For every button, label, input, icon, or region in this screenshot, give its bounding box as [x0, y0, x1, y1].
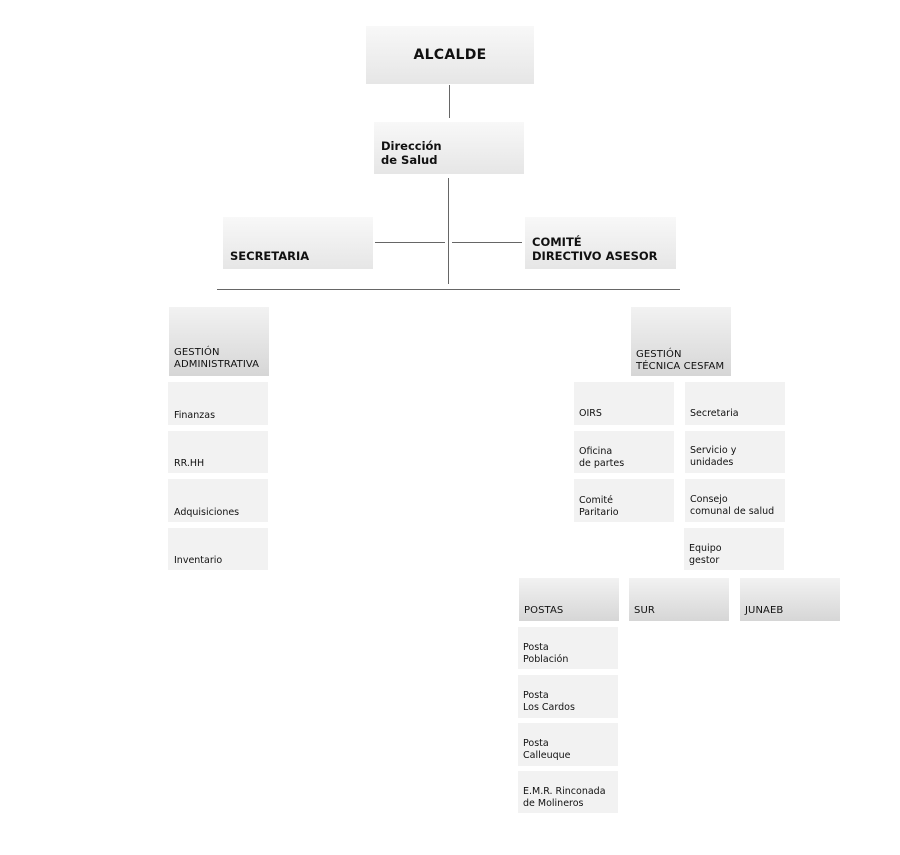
node-adquisiciones-label: Adquisiciones [174, 507, 240, 518]
node-oirs-label: OIRS [579, 408, 602, 419]
node-servicio-unidades [685, 431, 785, 473]
connector-horizontal-bus [217, 289, 680, 290]
node-direccion-line-2: de Salud [381, 153, 438, 167]
node-alcalde [366, 26, 534, 84]
node-secretaria [223, 217, 373, 269]
node-adquisiciones [168, 479, 268, 522]
node-equipo-line-2: gestor [689, 555, 720, 566]
node-oficina-de-partes [574, 431, 674, 473]
node-alcalde-label: ALCALDE [413, 47, 487, 63]
node-junaeb-label: JUNAEB [745, 605, 784, 616]
node-junaeb [740, 578, 840, 621]
connector-secretaria [375, 242, 445, 243]
node-posta-calleuque [518, 723, 618, 766]
node-consejo-line-1: Consejo [690, 494, 728, 505]
node-inventario-label: Inventario [174, 555, 223, 566]
node-sur [629, 578, 729, 621]
node-consejo-line-2: comunal de salud [690, 506, 775, 517]
node-postas-label: POSTAS [524, 605, 564, 616]
node-comite-directivo [525, 217, 676, 269]
node-direccion-salud [374, 122, 524, 174]
node-gestion-administrativa-line-2: ADMINISTRATIVA [174, 359, 260, 370]
node-oficina-line-1: Oficina [579, 446, 613, 457]
node-posta-cardos-line-2: Los Cardos [523, 702, 575, 713]
connector-comite [452, 242, 522, 243]
node-gestion-administrativa-line-1: GESTIÓN [174, 347, 220, 358]
node-sur-label: SUR [634, 605, 655, 616]
node-rrhh-label: RR.HH [174, 458, 205, 469]
node-secretaria-label: SECRETARIA [230, 249, 310, 263]
node-emr-line-2: de Molineros [523, 798, 584, 809]
node-equipo-gestor [684, 528, 784, 570]
node-comite-line-2: DIRECTIVO ASESOR [532, 249, 658, 263]
node-paritario-line-1: Comité [579, 495, 613, 506]
node-finanzas-label: Finanzas [174, 410, 216, 421]
node-rrhh [168, 431, 268, 473]
node-postas [519, 578, 619, 621]
connector-direccion-trunk [448, 178, 449, 284]
node-servicio-line-1: Servicio y [690, 445, 737, 456]
node-gestion-tecnica-cesfam [631, 307, 731, 376]
node-posta-cardos-line-1: Posta [523, 690, 549, 701]
node-oirs [574, 382, 674, 425]
node-emr-rinconada [518, 771, 618, 813]
node-servicio-line-2: unidades [690, 457, 734, 468]
node-equipo-line-1: Equipo [689, 543, 722, 554]
node-posta-poblacion [518, 627, 618, 669]
node-direccion-line-1: Dirección [381, 139, 442, 153]
node-posta-calleuque-line-1: Posta [523, 738, 549, 749]
node-gestion-administrativa [169, 307, 269, 376]
node-gestion-tecnica-line-2: TÉCNICA CESFAM [636, 361, 725, 372]
node-oficina-line-2: de partes [579, 458, 625, 469]
connector-alcalde-direccion [449, 85, 450, 118]
node-consejo-comunal [685, 479, 785, 522]
node-comite-line-1: COMITÉ [532, 235, 582, 249]
node-emr-line-1: E.M.R. Rinconada [523, 786, 606, 797]
node-secretaria-cesfam-label: Secretaria [690, 408, 739, 419]
node-posta-poblacion-line-2: Población [523, 654, 569, 665]
node-posta-los-cardos [518, 675, 618, 718]
node-finanzas [168, 382, 268, 425]
node-comite-paritario [574, 479, 674, 522]
node-secretaria-cesfam [685, 382, 785, 425]
node-paritario-line-2: Paritario [579, 507, 619, 518]
node-inventario [168, 528, 268, 570]
node-gestion-tecnica-line-1: GESTIÓN [636, 349, 682, 360]
node-posta-poblacion-line-1: Posta [523, 642, 549, 653]
node-posta-calleuque-line-2: Calleuque [523, 750, 571, 761]
